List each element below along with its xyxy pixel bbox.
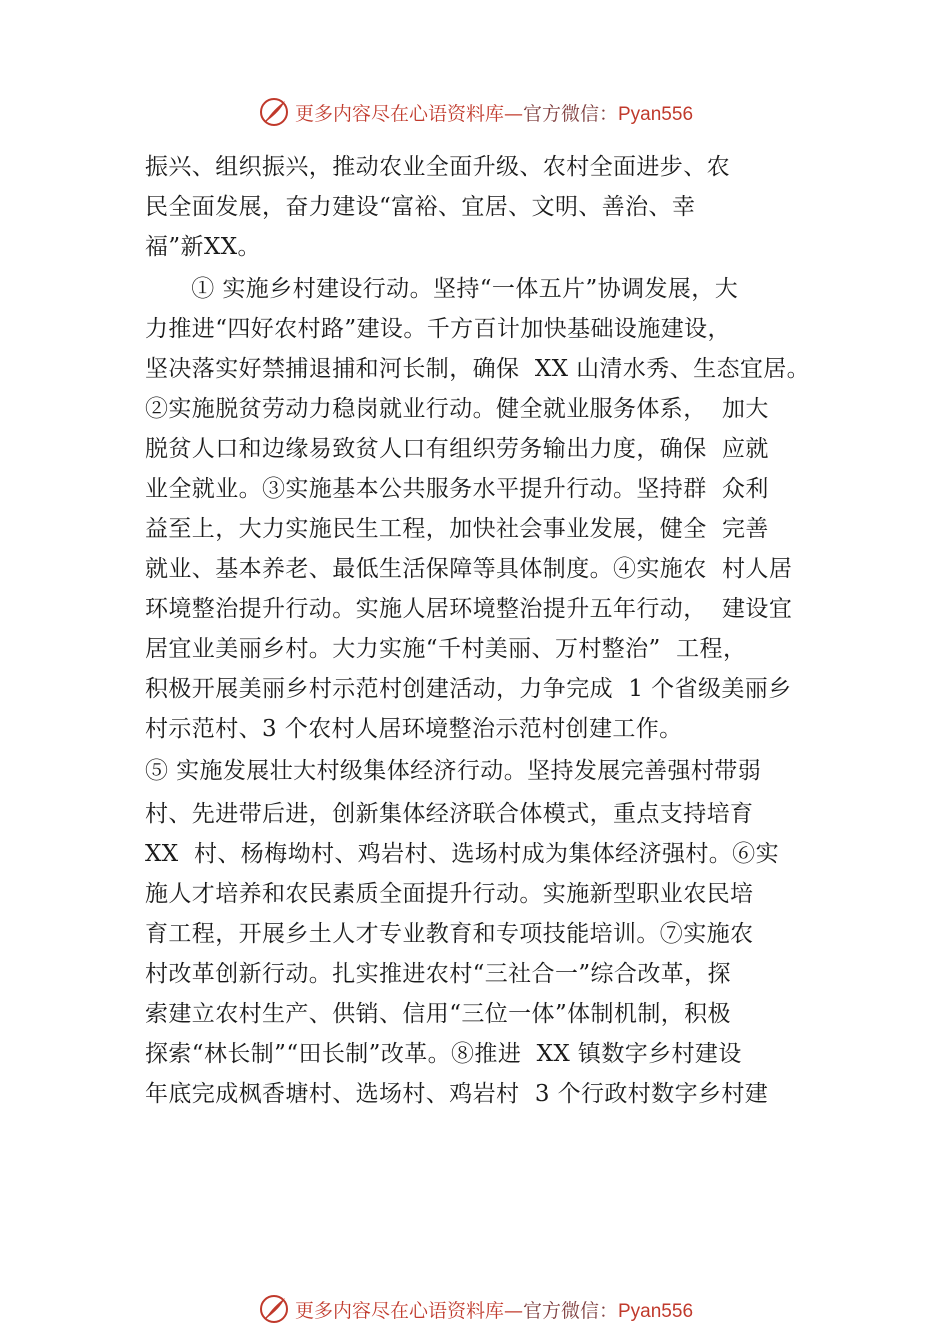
body-line: 业全就业。③实施基本公共服务水平提升行动。坚持群 众利: [145, 476, 769, 502]
body-line: ① 实施乡村建设行动。坚持“一体五片”协调发展，大: [145, 276, 739, 302]
footer-dash: —: [503, 1299, 523, 1322]
body-line: 探索“林长制”“田长制”改革。⑧推进 XX 镇数字乡村建设: [145, 1041, 742, 1067]
footer-sub: 官方微信：: [522, 1299, 618, 1322]
footer-account: Pyan556: [618, 1300, 694, 1322]
quill-logo-icon: [257, 1292, 291, 1326]
body-line: 脱贫人口和边缘易致贫人口有组织劳务输出力度，确保 应就: [145, 436, 769, 462]
header-account: Pyan556: [618, 103, 694, 125]
footer-watermark-banner: [0, 1289, 950, 1329]
header-brand: 更多内容尽在心语资料库: [294, 102, 504, 125]
body-line: 民全面发展，奋力建设“富裕、宜居、文明、善治、幸: [145, 194, 696, 220]
body-line: 坚决落实好禁捕退捕和河长制，确保 XX 山清水秀、生态宜居。: [145, 356, 811, 382]
body-line: 村、先进带后进，创新集体经济联合体模式，重点支持培育: [145, 801, 754, 827]
body-line: 益至上，大力实施民生工程，加快社会事业发展，健全 完善: [145, 516, 769, 542]
header-sub: 官方微信：: [522, 102, 618, 125]
body-line: 索建立农村生产、供销、信用“三位一体”体制机制，积极: [145, 1001, 731, 1027]
body-line: XX 村、杨梅坳村、鸡岩村、选场村成为集体经济强村。⑥实: [145, 841, 779, 867]
body-line: 振兴、组织振兴，推动农业全面升级、农村全面进步、农: [145, 154, 730, 180]
footer-banner-text: [295, 1296, 693, 1323]
body-line: 积极开展美丽乡村示范村创建活动，力争完成 1 个省级美丽乡: [145, 676, 792, 702]
body-line: ②实施脱贫劳动力稳岗就业行动。健全就业服务体系， 加大: [145, 396, 769, 422]
header-dash: —: [503, 102, 523, 125]
body-line: 福”新XX。: [145, 234, 261, 260]
body-line: ⑤ 实施发展壮大村级集体经济行动。坚持发展完善强村带弱: [145, 758, 762, 784]
body-line: 施人才培养和农民素质全面提升行动。实施新型职业农民培: [145, 881, 754, 907]
body-line: 村示范村、3 个农村人居环境整治示范村创建工作。: [145, 716, 683, 742]
body-line: 居宜业美丽乡村。大力实施“千村美丽、万村整治” 工程，: [145, 636, 747, 662]
body-line: 就业、基本养老、最低生活保障等具体制度。④实施农 村人居: [145, 556, 793, 582]
footer-brand: 更多内容尽在心语资料库: [294, 1299, 504, 1322]
body-line: 年底完成枫香塘村、选场村、鸡岩村 3 个行政村数字乡村建: [145, 1081, 769, 1107]
body-line: 育工程，开展乡土人才专业教育和专项技能培训。⑦实施农: [145, 921, 754, 947]
body-line: 环境整治提升行动。实施人居环境整治提升五年行动， 建设宜: [145, 596, 793, 622]
body-line: 村改革创新行动。扎实推进农村“三社合一”综合改革，探: [145, 961, 731, 987]
body-line: 力推进“四好农村路”建设。千方百计加快基础设施建设，: [145, 316, 731, 342]
